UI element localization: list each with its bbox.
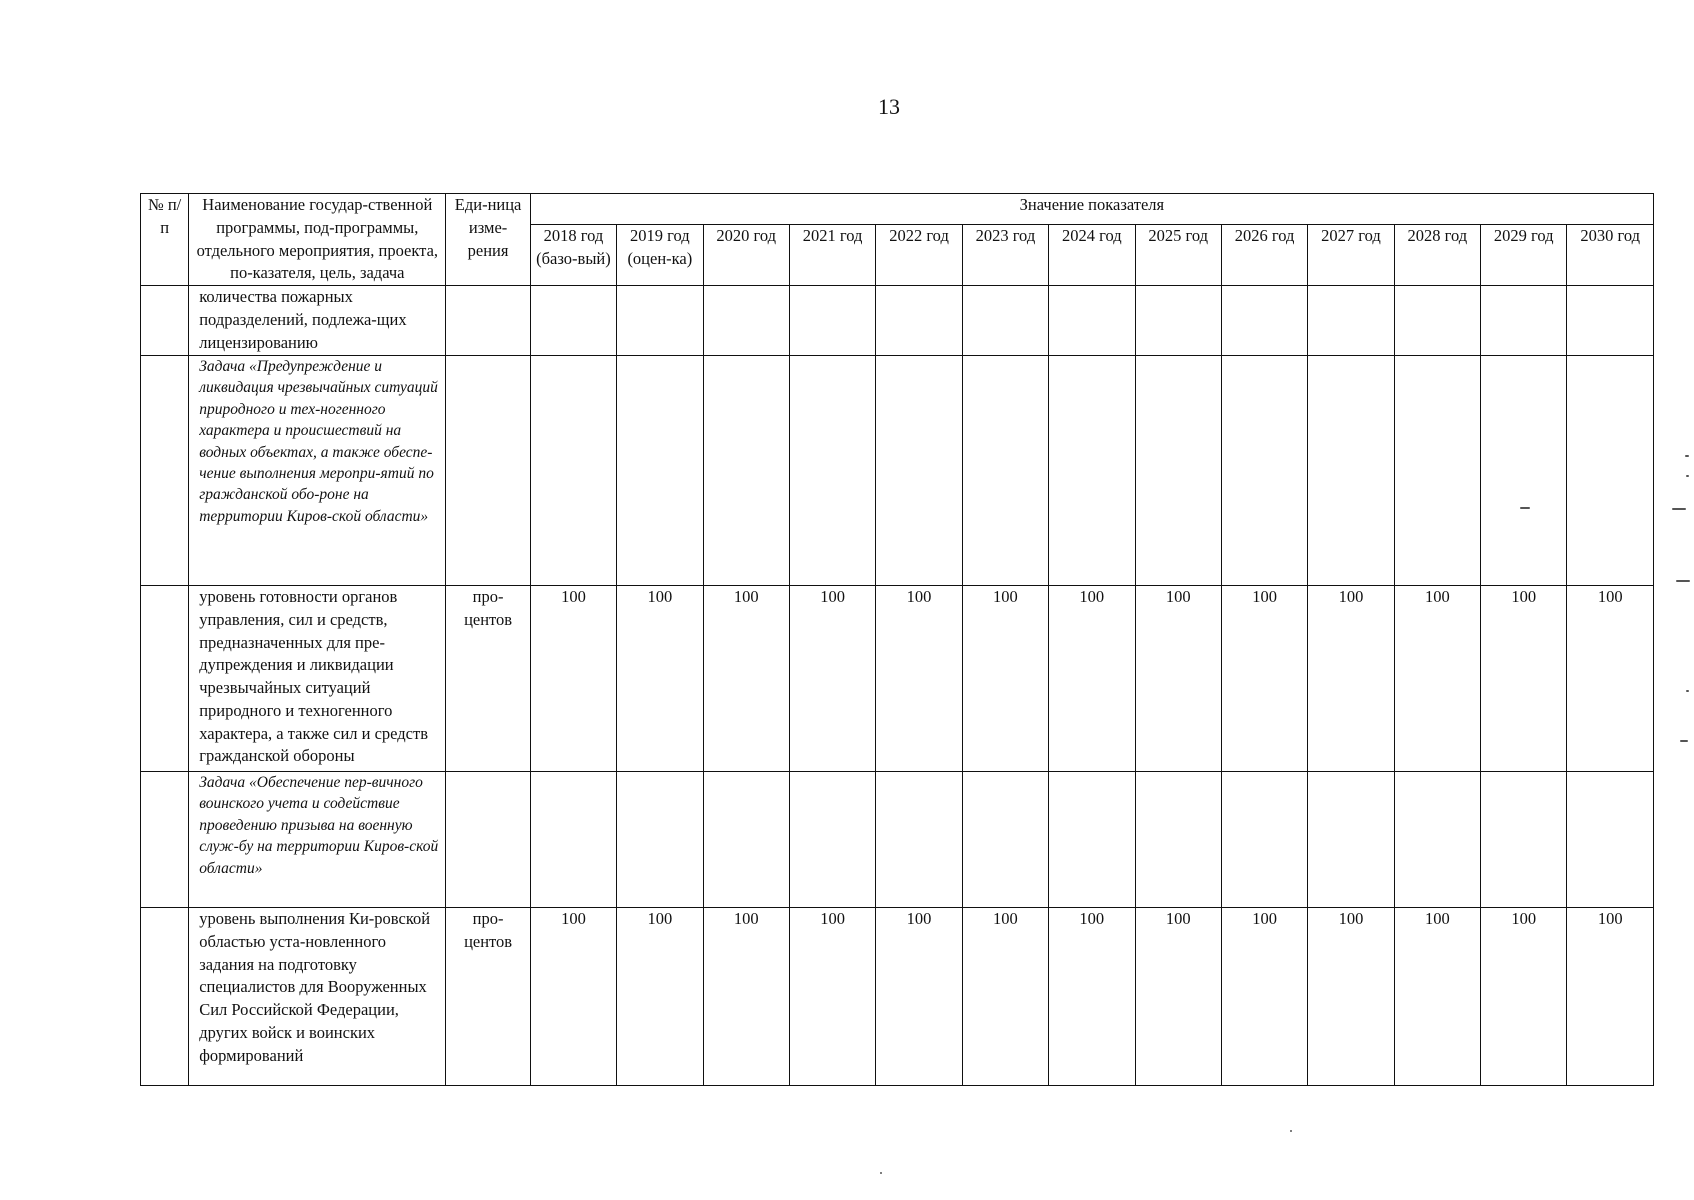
- header-year: 2022 год: [876, 225, 962, 286]
- row-value: 100: [1135, 586, 1221, 772]
- table-row: [141, 286, 1654, 356]
- row-value: 100: [876, 908, 962, 1086]
- header-year: 2021 год: [789, 225, 875, 286]
- header-year: 2023 год: [962, 225, 1048, 286]
- header-year: 2026 год: [1221, 225, 1307, 286]
- row-value: [1308, 286, 1394, 356]
- row-value: 100: [1481, 908, 1567, 1086]
- row-value: 100: [962, 586, 1048, 772]
- row-unit: [446, 286, 530, 356]
- row-value: [1049, 286, 1135, 356]
- scan-speck: [1520, 507, 1530, 509]
- row-value: 100: [1394, 586, 1480, 772]
- row-value: [1308, 356, 1394, 586]
- row-task-name: Задача «Обеспечение пер-вичного воинского учета и содействие проведению призыва на военную служ-бу на территории Киров-ской области»: [189, 772, 446, 908]
- table-row: [141, 356, 1654, 586]
- header-year: 2027 год: [1308, 225, 1394, 286]
- row-num: [141, 772, 189, 908]
- row-num: [141, 356, 189, 586]
- table-row: [141, 586, 1654, 772]
- row-value: [1394, 286, 1480, 356]
- row-num: [141, 286, 189, 356]
- indicators-table: [140, 193, 1654, 1086]
- row-task-name: Задача «Предупреждение и ликвидация чрезвычайных ситуаций природного и тех-ногенного характера и происшествий на водных объектах, а также обеспе-чение выполнения меропри-ятий по гражданской обо-роне на территории Киров-ской области»: [189, 356, 446, 586]
- row-value: 100: [617, 908, 703, 1086]
- row-value: [876, 286, 962, 356]
- row-value: [1481, 772, 1567, 908]
- row-value: [962, 772, 1048, 908]
- row-value: [530, 772, 616, 908]
- header-name: Наименование государ-ственной программы, под-программы, отдельного мероприятия, проекта, по-казателя, цель, задача: [189, 194, 446, 286]
- row-value: [1135, 286, 1221, 356]
- scan-speck: [1672, 508, 1686, 510]
- table-row: [141, 772, 1654, 908]
- row-value: [962, 286, 1048, 356]
- row-value: [789, 356, 875, 586]
- row-value: 100: [703, 586, 789, 772]
- row-unit: про-центов: [446, 586, 530, 772]
- row-value: [962, 356, 1048, 586]
- scan-speck: [880, 1172, 882, 1174]
- row-unit: [446, 356, 530, 586]
- row-unit: [446, 772, 530, 908]
- header-values-group: Значение показателя: [530, 194, 1653, 225]
- row-indicator-name: количества пожарных подразделений, подлежа-щих лицензированию: [189, 286, 446, 356]
- row-value: [789, 772, 875, 908]
- row-value: [1221, 356, 1307, 586]
- scan-speck: [1680, 740, 1688, 742]
- header-unit: Еди-ница изме-рения: [446, 194, 530, 286]
- row-value: [1394, 356, 1480, 586]
- row-num: [141, 908, 189, 1086]
- row-value: [617, 356, 703, 586]
- scan-speck: [1686, 475, 1689, 477]
- row-value: [703, 772, 789, 908]
- table-body: [141, 286, 1654, 1086]
- table-row: [141, 908, 1654, 1086]
- row-value: 100: [789, 908, 875, 1086]
- row-value: [703, 286, 789, 356]
- header-year: 2028 год: [1394, 225, 1480, 286]
- scan-speck: [1676, 580, 1690, 582]
- row-value: [1049, 356, 1135, 586]
- header-year: 2030 год: [1567, 225, 1654, 286]
- row-value: 100: [530, 586, 616, 772]
- row-value: 100: [703, 908, 789, 1086]
- row-value: [1567, 286, 1654, 356]
- row-indicator-name: уровень готовности органов управления, сил и средств, предназначенных для пре-дупреждения и ликвидации чрезвычайных ситуаций природного и техногенного характера, а также сил и средств гражданской обороны: [189, 586, 446, 772]
- row-value: [876, 772, 962, 908]
- row-num: [141, 586, 189, 772]
- row-value: [617, 286, 703, 356]
- header-year: 2029 год: [1481, 225, 1567, 286]
- scan-speck: [1686, 690, 1689, 692]
- row-value: [1567, 356, 1654, 586]
- row-value: [1221, 286, 1307, 356]
- row-value: 100: [876, 586, 962, 772]
- row-value: 100: [1049, 908, 1135, 1086]
- row-value: 100: [530, 908, 616, 1086]
- row-value: 100: [789, 586, 875, 772]
- row-value: [703, 356, 789, 586]
- row-value: 100: [1394, 908, 1480, 1086]
- row-value: [530, 286, 616, 356]
- row-value: [1135, 356, 1221, 586]
- row-indicator-name: уровень выполнения Ки-ровской областью уста-новленного задания на подготовку специалистов для Вооруженных Сил Российской Федерации, других войск и воинских формирований: [189, 908, 446, 1086]
- row-value: [530, 356, 616, 586]
- row-value: 100: [1308, 586, 1394, 772]
- row-value: 100: [617, 586, 703, 772]
- header-year: 2018 год (базо-вый): [530, 225, 616, 286]
- row-value: 100: [1135, 908, 1221, 1086]
- row-value: 100: [1221, 586, 1307, 772]
- row-value: [789, 286, 875, 356]
- header-year: 2024 год: [1049, 225, 1135, 286]
- row-value: [1567, 772, 1654, 908]
- row-value: 100: [1308, 908, 1394, 1086]
- scan-speck: [1685, 455, 1689, 457]
- row-unit: про-центов: [446, 908, 530, 1086]
- header-num: № п/п: [141, 194, 189, 286]
- row-value: [1308, 772, 1394, 908]
- row-value: 100: [962, 908, 1048, 1086]
- header-year: 2019 год (оцен-ка): [617, 225, 703, 286]
- row-value: 100: [1567, 908, 1654, 1086]
- row-value: 100: [1567, 586, 1654, 772]
- row-value: [1481, 356, 1567, 586]
- row-value: [617, 772, 703, 908]
- page-number: 13: [878, 94, 900, 119]
- row-value: 100: [1049, 586, 1135, 772]
- header-year: 2025 год: [1135, 225, 1221, 286]
- row-value: [876, 356, 962, 586]
- row-value: [1049, 772, 1135, 908]
- row-value: 100: [1481, 586, 1567, 772]
- row-value: [1394, 772, 1480, 908]
- row-value: [1221, 772, 1307, 908]
- scan-speck: [1290, 1130, 1292, 1132]
- row-value: [1481, 286, 1567, 356]
- row-value: [1135, 772, 1221, 908]
- header-year: 2020 год: [703, 225, 789, 286]
- row-value: 100: [1221, 908, 1307, 1086]
